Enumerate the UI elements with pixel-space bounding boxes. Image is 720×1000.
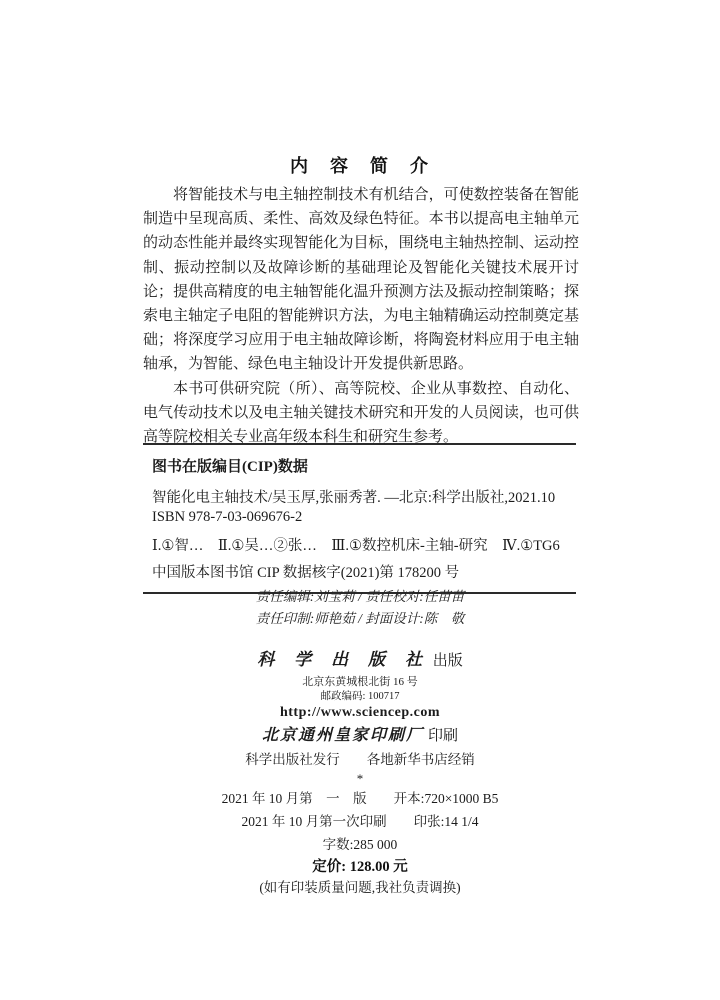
price-line: 定价: 128.00 元 [312,859,408,875]
publisher-url: http://www.sciencep.com [279,705,441,720]
publisher-suffix: 出版 [432,653,463,669]
publisher-postcode: 邮政编码: 100717 [320,691,400,702]
publisher-line [0,649,720,672]
cip-record-number-line: 中国版本图书馆 CIP 数据核字(2021)第 178200 号 [152,565,460,581]
distribution-line: 科学出版社发行 各地新华书店经销 [245,752,475,767]
cip-book-line: 智能化电主轴技术/吴玉厚,张丽秀著. —北京:科学出版社,2021.10 [152,490,556,506]
cip-data-box [143,443,576,594]
intro-paragraph-2: 本书可供研究院（所）、高等院校、企业从事数控、自动化、电气传动技术以及电主轴关键技术研究和开发的人员阅读，也可供高等院校相关专业高年级本科生和研究生参考。 [143,380,579,446]
publisher-logo-text: 科 学 出 版 社 [257,650,429,670]
printer-name-text: 北京通州皇家印刷厂 [261,725,424,744]
printer-line [0,724,720,747]
cip-heading: 图书在版编目(CIP)数据 [152,459,308,475]
publisher-address: 北京东黄城根北街 16 号 [302,676,418,688]
intro-paragraph-1: 将智能技术与电主轴控制技术有机结合，可使数控装备在智能制造中呈现高质、柔性、高效及绿色特征。本书以提高电主轴单元的动态性能并最终实现智能化为目标，围绕电主轴热控制、运动控制、振动控制以及故障诊断的基础理论及智能化关键技术展开讨论；提供高精度的电主轴智能化温升预测方法及振动控制策略；探索电主轴定子电阻的智能辨识方法，为电主轴精确运动控制奠定基础；将深度学习应用于电主轴故障诊断，将陶瓷材料应用于电主轴轴承，为智能、绿色电主轴设计开发提供新思路。 [143,187,579,373]
colophon [0,649,720,896]
content-intro-body [143,183,579,449]
asterisk-separator: * [356,771,364,786]
staff-line-editors: 责任编辑:刘宝莉 / 责任校对:任苗苗 [255,589,465,604]
staff-line-print-design: 责任印制:师艳茹 / 封面设计:陈 敬 [255,611,465,626]
quality-note-line: (如有印装质量问题,我社负责调换) [259,880,461,895]
cip-classification-line: Ⅰ.①智… Ⅱ.①吴…②张… Ⅲ.①数控机床-主轴-研究 Ⅳ.①TG6 [152,538,560,554]
printing-sheets-line: 2021 年 10 月第一次印刷 印张:14 1/4 [241,814,479,829]
content-intro-title: 内 容 简 介 [290,156,430,176]
edition-format-line: 2021 年 10 月第 一 版 开本:720×1000 B5 [221,791,499,806]
cip-isbn: ISBN 978-7-03-069676-2 [152,509,303,525]
staff-credits [0,586,720,630]
printer-suffix: 印刷 [428,728,459,744]
word-count-line: 字数:285 000 [322,837,398,852]
